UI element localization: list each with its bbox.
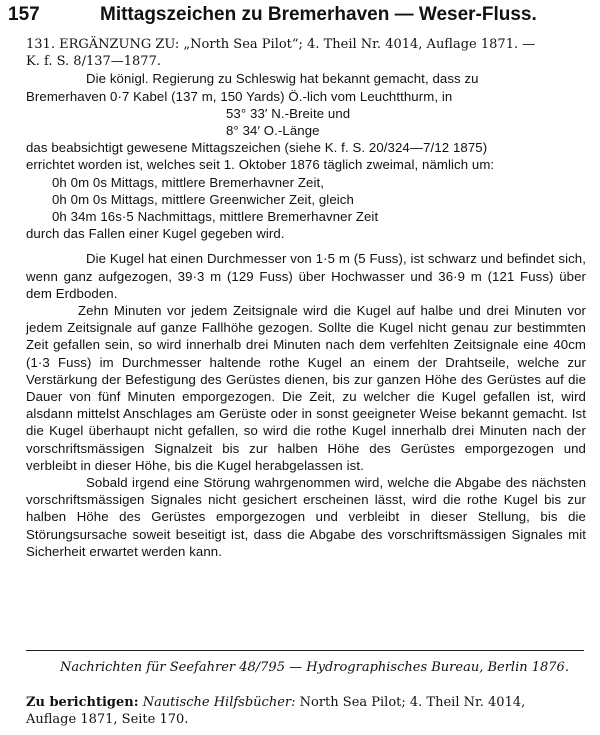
berichtigen-label: Zu berichtigen: xyxy=(26,695,139,710)
berichtigen-ref-italic: Nautische Hilfsbücher: xyxy=(142,695,296,710)
intro-line-3: das beabsichtigt gewesene Mittagszeichen (siehe K. f. S. 20/324—7/12 1875) xyxy=(26,140,488,156)
paragraph-ball-description: Die Kugel hat einen Durchmesser von 1·5 m (5 Fuss), ist schwarz und befindet sich, wenn ganz aufgezogen, 39·3 m (129 Fuss) über Hochwasser und 36·9 m (121 Fuss) über dem Erdboden. xyxy=(26,251,586,301)
intro-line-2: Bremerhaven 0·7 Kabel (137 m, 150 Yards) Ö.-lich vom Leuchtthurm, in xyxy=(26,88,453,104)
paragraph-disturbance: Sobald irgend eine Störung wahrgenommen wird, welche die Abgabe des nächsten vorschriftsmässigen Signales nicht gesichert erscheinen lässt, wird die rothe Kugel bis zur halben Höhe des Gerüstes emporgezogen und verbleibt in dieser Stellung, bis die Störungsursache soweit beseitigt ist, dass die Abgabe des vorschriftsmässigen Signales mit Sicherheit erwartet werden kann. xyxy=(26,475,586,559)
page-title: Mittagszeichen zu Bremerhaven — Weser-Fluss. xyxy=(100,4,537,25)
intro-line-1: Die königl. Regierung zu Schleswig hat bekannt gemacht, dass zu xyxy=(86,71,479,87)
paragraph-signal-procedure: Zehn Minuten vor jedem Zeitsignale wird die Kugel auf halbe und drei Minuten vor jedem Zeitsignale auf ganze Fallhöhe gezogen. Sollte die Kugel nicht genau zur bestimmten Zeit gefallen sein, so wird innerhalb drei Minuten nach dem verfehlten Zeitsignale eine 40cm (1·3 Fuss) im Durchmesser haltende rothe Kugel an einem der Drahtseile, welche zur Verstärkung der Befestigung des Gerüstes dienen, bis zur ganzen Höhe des Gerüstes auf die Dauer von fünf Minuten emporgezogen. Die Zeit, zu welcher die Kugel gefallen ist, wird alsdann mittelst Anschlages am Gerüste oder in sonst geeigneter Weise bekannt gemacht. Ist die Kugel überhaupt nicht gefallen, so wird die rothe Kugel innerhalb drei Minuten nach der vorschriftsmässigen Signalzeit bis zur halben Höhe des Gerüstes emporgezogen und verbleibt in dieser Höhe, bis die Kugel herabgelassen ist. xyxy=(26,303,586,473)
document-body xyxy=(26,36,586,560)
berichtigen-line-2: Auflage 1871, Seite 170. xyxy=(26,712,189,727)
intro-line-4: errichtet worden ist, welches seit 1. Oktober 1876 täglich zweimal, nämlich um: xyxy=(26,157,495,173)
longitude: 8° 34′ O.-Länge xyxy=(226,123,320,139)
time-signal-3: 0h 34m 16s·5 Nachmittags, mittlere Bremerhavner Zeit xyxy=(52,209,379,225)
latitude: 53° 33′ N.-Breite und xyxy=(226,105,351,121)
erganzung-line: 131. ERGÄNZUNG ZU: „North Sea Pilot“; 4. Theil Nr. 4014, Auflage 1871. — xyxy=(26,37,536,52)
source-citation: Nachrichten für Seefahrer 48/795 — Hydrographisches Bureau, Berlin 1876. xyxy=(60,660,569,675)
intro-block xyxy=(26,70,586,560)
footer-divider xyxy=(26,650,584,651)
erganzung-reference: K. f. S. 8/137—1877. xyxy=(26,54,161,70)
time-signal-2: 0h 0m 0s Mittags, mittlere Greenwicher Zeit, gleich xyxy=(52,191,354,207)
page-header xyxy=(8,4,590,28)
page-number: 157 xyxy=(8,4,40,25)
berichtigen-ref: North Sea Pilot; 4. Theil Nr. 4014, xyxy=(299,695,526,710)
intro-end: durch das Fallen einer Kugel gegeben wird. xyxy=(26,226,285,242)
berichtigen-note xyxy=(26,694,586,728)
time-signal-1: 0h 0m 0s Mittags, mittlere Bremerhavner Zeit, xyxy=(52,174,325,190)
